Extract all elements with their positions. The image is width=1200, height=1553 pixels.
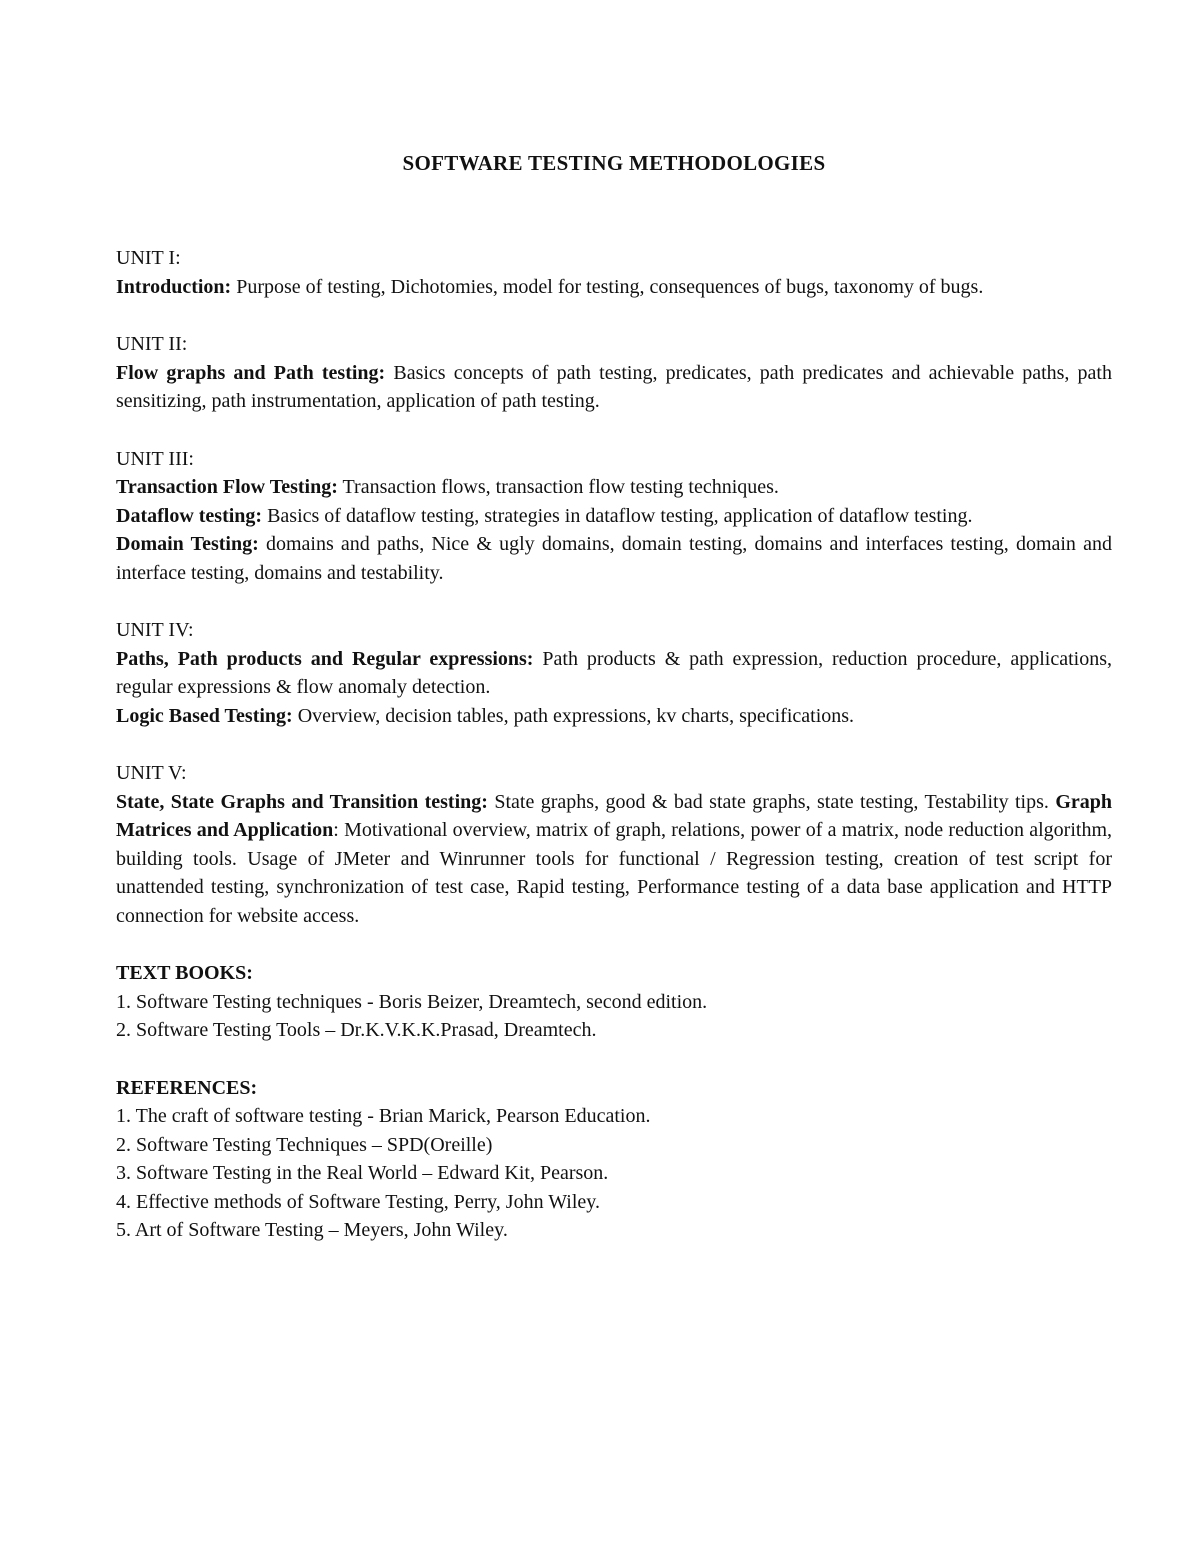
unit-paragraph <box>116 359 1112 416</box>
unit-paragraph <box>116 502 1112 531</box>
topic-term: Domain Testing: <box>116 533 259 555</box>
topic-text: State graphs, good & bad state graphs, state testing, Testability tips. <box>487 790 1056 813</box>
text-books-list <box>116 988 1112 1045</box>
list-item: 3. Software Testing in the Real World – Edward Kit, Pearson. <box>116 1162 609 1184</box>
text-books-heading: TEXT BOOKS: <box>116 962 253 984</box>
unit-paragraph <box>116 530 1112 587</box>
topic-text: Purpose of testing, Dichotomies, model for testing, consequences of bugs, taxonomy of bugs. <box>231 275 984 298</box>
unit-paragraph <box>116 273 1112 302</box>
unit-heading: UNIT II: <box>116 333 188 355</box>
unit-paragraph <box>116 473 1112 502</box>
list-item: 1. Software Testing techniques - Boris Beizer, Dreamtech, second edition. <box>116 990 708 1013</box>
topic-text: : Motivational overview, matrix of graph, relations, power of a matrix, node reduction algorithm, building tools. Usage of JMeter and Winrunner tools for functional / Regression testing, creation of test script for unattended testing, synchronization of test case, Rapid testing, Performance testing of a data base application and HTTP connection for website access. <box>116 819 1113 927</box>
list-item: 2. Software Testing Techniques – SPD(Oreille) <box>116 1133 493 1156</box>
topic-term: Dataflow testing: <box>116 504 263 527</box>
topic-text: Basics concepts of path testing, predicates, path predicates and achievable paths, path sensitizing, path instrumentation, application of path testing. <box>116 361 1112 412</box>
text-books-section <box>116 959 1112 1045</box>
topic-text: Transaction flows, transaction flow testing techniques. <box>337 476 779 498</box>
unit-heading: UNIT V: <box>116 762 187 784</box>
topic-text: domains and paths, Nice & ugly domains, domain testing, domains and interfaces testing, domain and interface testing, domains and testability. <box>116 533 1112 584</box>
document-page <box>116 148 1112 1274</box>
list-item: 1. The craft of software testing - Brian Marick, Pearson Education. <box>116 1105 651 1127</box>
topic-term: Graph Matrices and Application <box>116 790 1113 841</box>
topic-term: Introduction: <box>116 275 232 298</box>
unit-3 <box>116 445 1112 588</box>
unit-5 <box>116 759 1112 930</box>
references-heading: REFERENCES: <box>116 1076 258 1099</box>
list-item: 2. Software Testing Tools – Dr.K.V.K.K.Prasad, Dreamtech. <box>116 1019 597 1041</box>
topic-term: Logic Based Testing: <box>116 704 293 727</box>
unit-2 <box>116 330 1112 416</box>
unit-paragraph <box>116 645 1112 702</box>
topic-term: Flow graphs and Path testing: <box>116 361 386 384</box>
topic-term: Transaction Flow Testing: <box>116 476 338 498</box>
document-title: SOFTWARE TESTING METHODOLOGIES <box>402 151 826 175</box>
unit-4 <box>116 616 1112 730</box>
topic-term: Paths, Path products and Regular expressions: <box>116 647 534 670</box>
unit-heading: UNIT III: <box>116 447 194 470</box>
list-item: 5. Art of Software Testing – Meyers, John Wiley. <box>116 1219 508 1241</box>
topic-text: Path products & path expression, reduction procedure, applications, regular expressions & flow anomaly detection. <box>116 647 1112 698</box>
unit-heading: UNIT I: <box>116 247 181 269</box>
topic-term: State, State Graphs and Transition testing: <box>116 790 488 813</box>
list-item: 4. Effective methods of Software Testing, Perry, John Wiley. <box>116 1190 600 1213</box>
topic-text: Overview, decision tables, path expressions, kv charts, specifications. <box>292 704 855 727</box>
references-list <box>116 1102 1112 1245</box>
unit-paragraph <box>116 788 1112 931</box>
unit-heading: UNIT IV: <box>116 619 194 641</box>
topic-text: Basics of dataflow testing, strategies in dataflow testing, application of dataflow testing. <box>262 504 973 527</box>
unit-paragraph <box>116 702 1112 731</box>
unit-1 <box>116 244 1112 301</box>
references-section <box>116 1074 1112 1245</box>
